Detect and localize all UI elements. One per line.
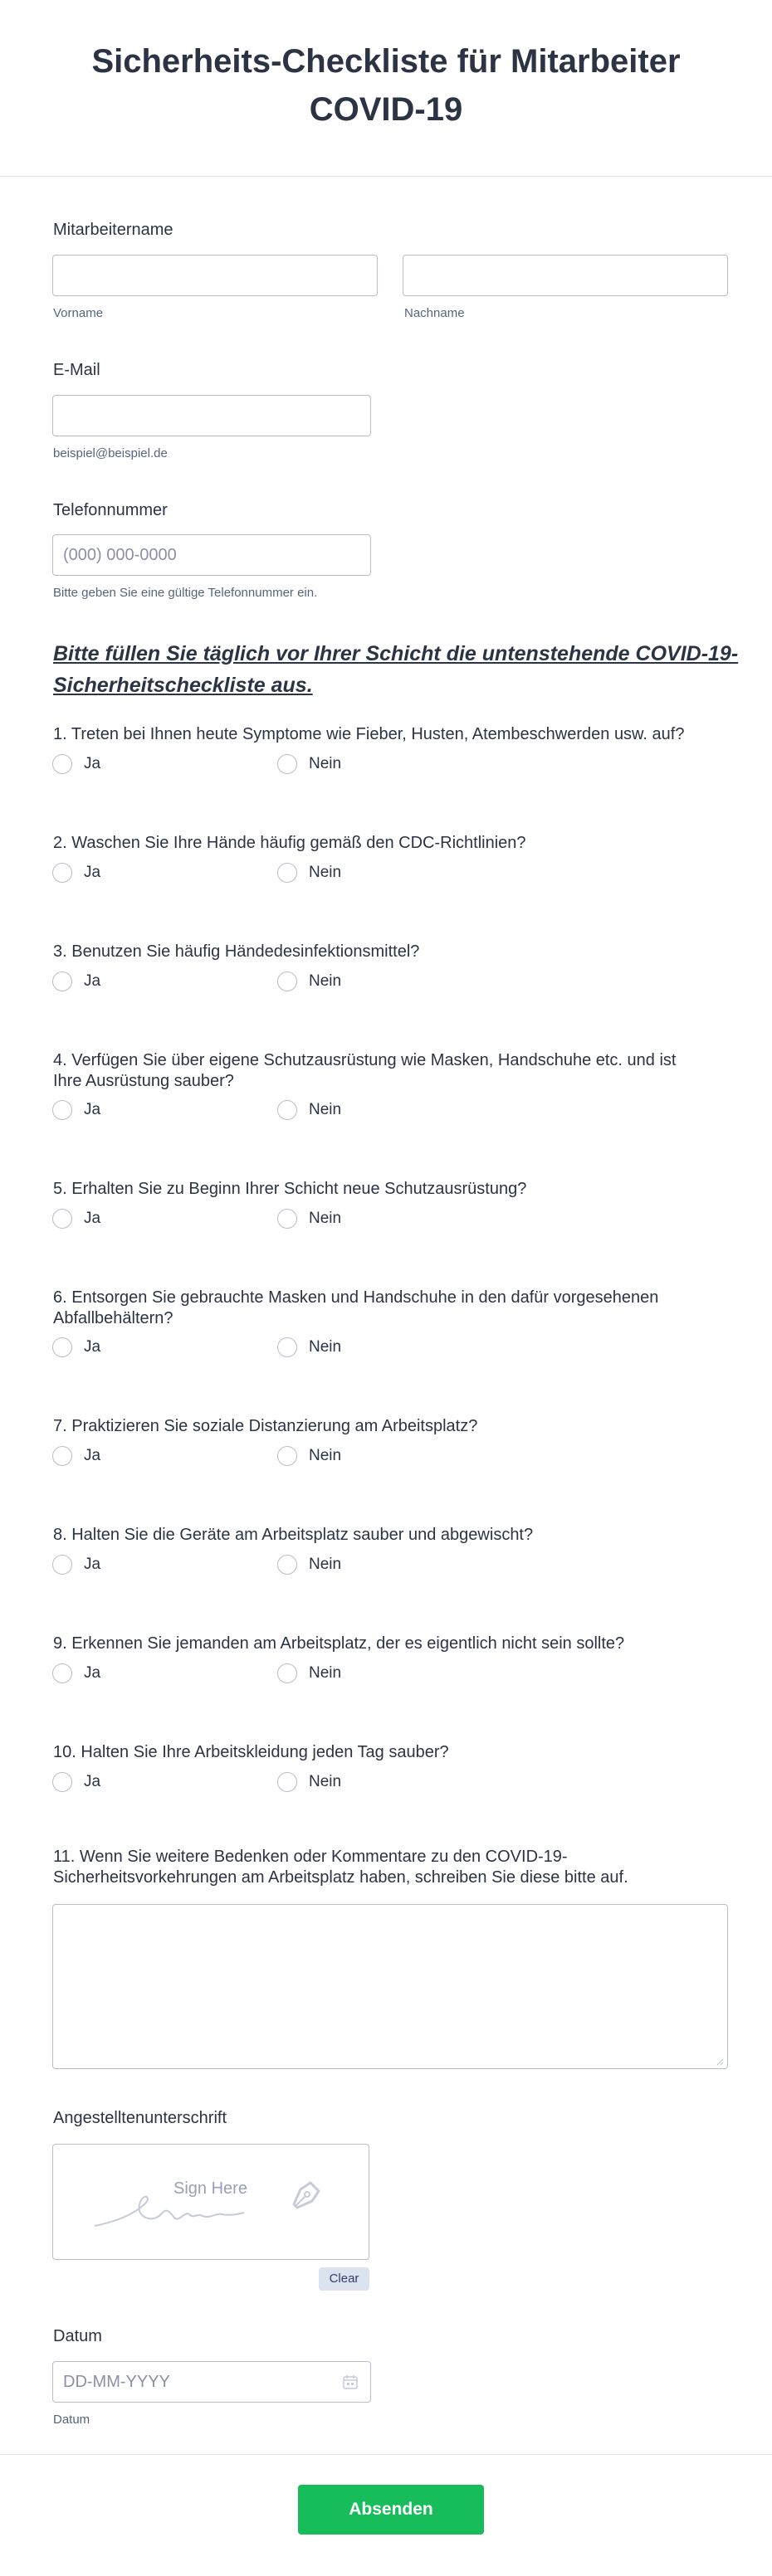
radio-circle-icon[interactable] <box>277 971 297 991</box>
question-6-text-line-2: Abfallbehältern? <box>53 1309 173 1327</box>
option-label-yes: Ja <box>84 972 101 990</box>
date-input[interactable] <box>52 2361 371 2403</box>
signature-label: Angestelltenunterschrift <box>53 2109 227 2127</box>
first-name-sublabel: Vorname <box>53 306 104 320</box>
email-input[interactable] <box>52 395 371 436</box>
signature-hint: Sign Here <box>173 2179 247 2198</box>
option-label-yes: Ja <box>84 864 101 881</box>
radio-circle-icon[interactable] <box>52 1209 72 1229</box>
radio-circle-icon[interactable] <box>52 1555 72 1575</box>
question-4-text-line-1: 4. Verfügen Sie über eigene Schutzausrüstung wie Masken, Handschuhe etc. und ist <box>53 1051 677 1069</box>
option-label-yes: Ja <box>84 1556 101 1573</box>
radio-circle-icon[interactable] <box>52 1663 72 1683</box>
radio-circle-icon[interactable] <box>277 1100 297 1120</box>
question-2-text-line-1: 2. Waschen Sie Ihre Hände häufig gemäß den CDC-Richtlinien? <box>53 834 526 852</box>
comments-textarea[interactable] <box>52 1904 728 2069</box>
radio-circle-icon[interactable] <box>277 1555 297 1575</box>
radio-circle-icon[interactable] <box>277 1772 297 1792</box>
radio-circle-icon[interactable] <box>277 1663 297 1683</box>
question-9-option-yes[interactable] <box>52 1662 100 1685</box>
radio-circle-icon[interactable] <box>52 971 72 991</box>
phone-input[interactable] <box>52 534 371 576</box>
option-label-no: Nein <box>309 864 342 881</box>
instructions-line-2: Sicherheitscheckliste aus. <box>53 674 313 697</box>
date-sublabel: Datum <box>53 2413 90 2427</box>
option-label-yes: Ja <box>84 1101 101 1118</box>
radio-circle-icon[interactable] <box>52 863 72 883</box>
radio-circle-icon[interactable] <box>52 1446 72 1466</box>
instructions-line-1: Bitte füllen Sie täglich vor Ihrer Schicht die untenstehende COVID-19- <box>53 642 739 665</box>
question-5-text-line-1: 5. Erhalten Sie zu Beginn Ihrer Schicht neue Schutzausrüstung? <box>53 1180 527 1198</box>
name-label: Mitarbeitername <box>53 221 173 239</box>
comments-question-line-2: Sicherheitsvorkehrungen am Arbeitsplatz haben, schreiben Sie diese bitte auf. <box>53 1868 628 1887</box>
question-3-text-line-1: 3. Benutzen Sie häufig Händedesinfektionsmittel? <box>53 942 420 961</box>
calendar-icon[interactable] <box>342 2374 359 2390</box>
radio-circle-icon[interactable] <box>277 1209 297 1229</box>
option-label-yes: Ja <box>84 1447 101 1464</box>
option-label-yes: Ja <box>84 1664 101 1682</box>
option-label-no: Nein <box>309 1447 342 1464</box>
question-8-option-no[interactable] <box>277 1553 341 1576</box>
option-label-yes: Ja <box>84 1210 101 1227</box>
form-title-line-1: Sicherheits-Checkliste für Mitarbeiter <box>91 43 681 80</box>
signature-pad[interactable] <box>52 2144 369 2260</box>
question-4-option-no[interactable] <box>277 1098 341 1122</box>
question-6-option-no[interactable] <box>277 1336 341 1359</box>
question-9-option-no[interactable] <box>277 1662 341 1685</box>
resize-handle-icon[interactable] <box>716 2057 724 2066</box>
first-name-input[interactable] <box>52 255 378 296</box>
question-4-option-yes[interactable] <box>52 1098 100 1122</box>
question-10-text-line-1: 10. Halten Sie Ihre Arbeitskleidung jeden Tag sauber? <box>53 1743 449 1761</box>
question-4-text-line-2: Ihre Ausrüstung sauber? <box>53 1072 234 1090</box>
header-divider <box>0 176 772 177</box>
question-8-option-yes[interactable] <box>52 1553 100 1576</box>
phone-sublabel: Bitte geben Sie eine gültige Telefonnummer ein. <box>53 586 318 600</box>
radio-circle-icon[interactable] <box>52 754 72 774</box>
email-sublabel: beispiel@beispiel.de <box>53 446 168 460</box>
option-label-no: Nein <box>309 1338 342 1356</box>
option-label-no: Nein <box>309 1556 342 1573</box>
radio-circle-icon[interactable] <box>52 1337 72 1357</box>
question-3-option-yes[interactable] <box>52 970 100 993</box>
radio-circle-icon[interactable] <box>277 754 297 774</box>
pen-nib-icon <box>289 2179 325 2211</box>
comments-question-line-1: 11. Wenn Sie weitere Bedenken oder Kommentare zu den COVID-19- <box>53 1848 568 1866</box>
radio-circle-icon[interactable] <box>277 863 297 883</box>
question-8-text-line-1: 8. Halten Sie die Geräte am Arbeitsplatz sauber und abgewischt? <box>53 1526 534 1544</box>
question-1-option-no[interactable] <box>277 752 341 776</box>
date-label: Datum <box>53 2327 102 2345</box>
question-3-option-no[interactable] <box>277 970 341 993</box>
option-label-no: Nein <box>309 972 342 990</box>
footer-divider <box>0 2454 772 2455</box>
radio-circle-icon[interactable] <box>52 1772 72 1792</box>
radio-circle-icon[interactable] <box>277 1446 297 1466</box>
option-label-no: Nein <box>309 1773 342 1790</box>
option-label-no: Nein <box>309 1101 342 1118</box>
option-label-yes: Ja <box>84 1773 101 1790</box>
question-7-text-line-1: 7. Praktizieren Sie soziale Distanzierung am Arbeitsplatz? <box>53 1417 478 1435</box>
question-6-text-line-1: 6. Entsorgen Sie gebrauchte Masken und Handschuhe in den dafür vorgesehenen <box>53 1288 659 1307</box>
question-6-option-yes[interactable] <box>52 1336 100 1359</box>
question-10-option-no[interactable] <box>277 1770 341 1794</box>
option-label-no: Nein <box>309 1664 342 1682</box>
form-title-line-2: COVID-19 <box>309 91 463 128</box>
phone-label: Telefonnummer <box>53 501 168 519</box>
question-10-option-yes[interactable] <box>52 1770 100 1794</box>
clear-signature-button[interactable]: Clear <box>319 2267 369 2291</box>
radio-circle-icon[interactable] <box>277 1337 297 1357</box>
radio-circle-icon[interactable] <box>52 1100 72 1120</box>
question-5-option-yes[interactable] <box>52 1207 100 1230</box>
email-label: E-Mail <box>53 361 100 379</box>
question-1-option-yes[interactable] <box>52 752 100 776</box>
question-2-option-yes[interactable] <box>52 861 100 884</box>
last-name-input[interactable] <box>403 255 728 296</box>
option-label-no: Nein <box>309 1210 342 1227</box>
question-9-text-line-1: 9. Erkennen Sie jemanden am Arbeitsplatz, der es eigentlich nicht sein sollte? <box>53 1634 625 1653</box>
submit-button[interactable]: Absenden <box>298 2485 484 2535</box>
last-name-sublabel: Nachname <box>404 306 465 320</box>
option-label-yes: Ja <box>84 755 101 772</box>
question-1-text-line-1: 1. Treten bei Ihnen heute Symptome wie Fieber, Husten, Atembeschwerden usw. auf? <box>53 725 685 743</box>
question-7-option-no[interactable] <box>277 1444 341 1468</box>
question-7-option-yes[interactable] <box>52 1444 100 1468</box>
option-label-no: Nein <box>309 755 342 772</box>
question-5-option-no[interactable] <box>277 1207 341 1230</box>
option-label-yes: Ja <box>84 1338 101 1356</box>
question-2-option-no[interactable] <box>277 861 341 884</box>
